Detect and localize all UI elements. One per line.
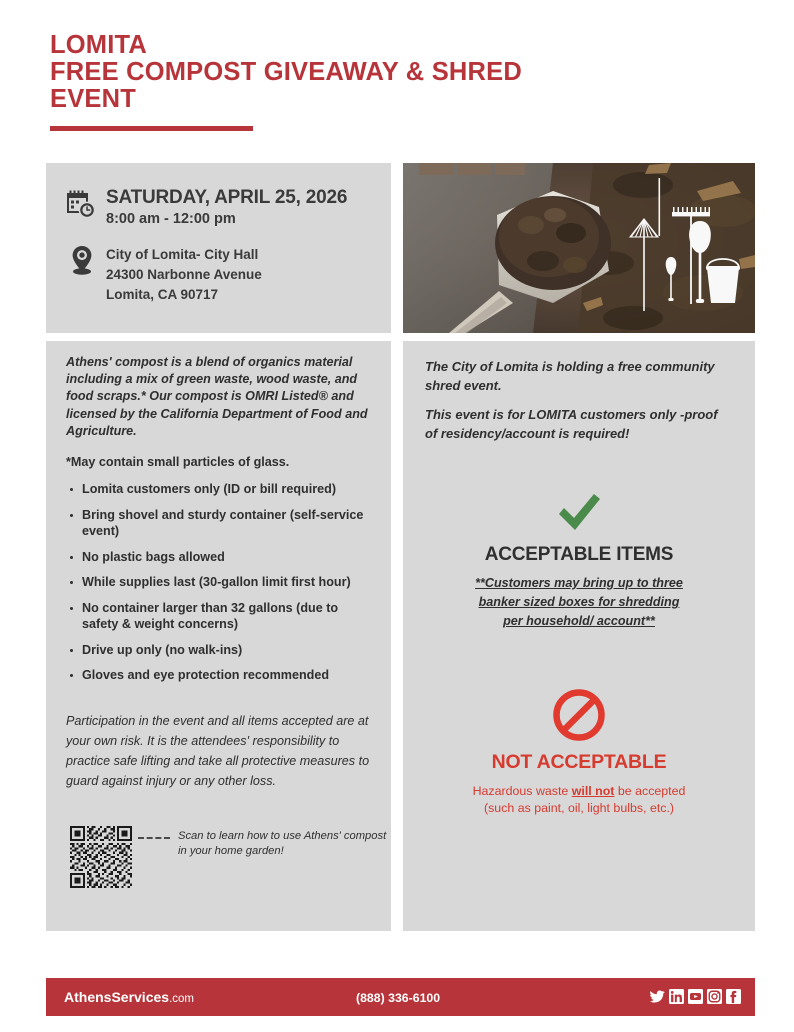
liability-disclaimer: Participation in the event and all items accepted are at your own risk. It is the attendees' responsibility to practice safe lifting and take all protective measures to guard against injury or any other loss. [66,714,370,788]
reject-text-line-2: (such as paint, oil, light bulbs, etc.) [483,801,675,815]
acceptable-note-line-3: per household/ account** [503,614,655,628]
brand-name: AthensServices [64,989,170,1005]
green-checkmark-icon [556,493,602,533]
street-address: 24300 Narbonne Avenue [106,267,262,282]
title-line-1: LOMITA [50,31,148,59]
list-item: Drive up only (no walk-ins) [66,642,374,659]
title-line-3: EVENT [50,85,137,113]
reject-text-post: be accepted [614,784,686,798]
footer-phone-number[interactable]: (888) 336-6100 [356,991,441,1005]
reject-text-emphasis: will not [571,784,615,798]
compost-intro-text: Athens' compost is a blend of organics material including a mix of green waste, wood waste, and food scraps.* Our compost is OMRI Listed® and licensed by the California Department of Food and Agriculture. [66,355,368,438]
title-line-2: FREE COMPOST GIVEAWAY & SHRED [50,58,522,86]
not-acceptable-heading: NOT ACCEPTABLE [491,751,667,773]
acceptable-items-heading: ACCEPTABLE ITEMS [484,544,674,565]
event-address [106,245,262,305]
city-state-zip: Lomita, CA 90717 [106,287,219,302]
not-acceptable-note [425,783,733,817]
social-links [650,989,741,1004]
event-date: SATURDAY, APRIL 25, 2026 [106,187,348,208]
linkedin-icon[interactable] [669,989,684,1004]
instagram-icon[interactable] [707,989,722,1004]
residency-requirement-text: This event is for LOMITA customers only -proof of residency/account is required! [425,407,718,441]
qr-caption-text: Scan to learn how to use Athens' compost in your home garden! [178,830,387,857]
list-item: No container larger than 32 gallons (due to safety & weight concerns) [66,600,374,633]
venue-name: City of Lomita- City Hall [106,247,259,262]
acceptable-note-line-1: **Customers may bring up to three [475,576,683,590]
twitter-icon[interactable] [650,989,665,1004]
list-item: Gloves and eye protection recommended [66,667,374,684]
qr-code-icon[interactable] [70,826,132,888]
compost-photo-panel [403,163,755,333]
list-item: Bring shovel and sturdy container (self-service event) [66,507,374,540]
facebook-icon[interactable] [726,989,741,1004]
list-item: While supplies last (30-gallon limit first hour) [66,574,374,591]
brand-tld: .com [169,993,194,1005]
acceptable-items-note [425,574,733,631]
acceptable-note-line-2: banker sized boxes for shredding [478,595,680,609]
compost-photo [403,163,755,333]
compost-rules-list [66,481,374,693]
page-title [50,32,650,113]
calendar-clock-icon [66,190,96,220]
footer-bar [46,978,755,1016]
event-info-panel [46,163,391,333]
qr-code-block [70,826,387,888]
footer-brand[interactable] [64,989,194,1005]
title-underline-rule [50,126,253,131]
glass-footnote: *May contain small particles of glass. [66,455,290,469]
list-item: Lomita customers only (ID or bill required) [66,481,374,498]
youtube-icon[interactable] [688,989,703,1004]
map-pin-icon [70,245,94,275]
list-item: No plastic bags allowed [66,549,374,566]
no-entry-prohibition-icon [553,689,605,741]
event-time: 8:00 am - 12:00 pm [106,211,236,227]
qr-connector-dashes [138,837,170,839]
shred-intro-text: The City of Lomita is holding a free community shred event. [425,359,715,393]
shred-details-panel [403,341,755,931]
reject-text-pre: Hazardous waste [472,784,572,798]
